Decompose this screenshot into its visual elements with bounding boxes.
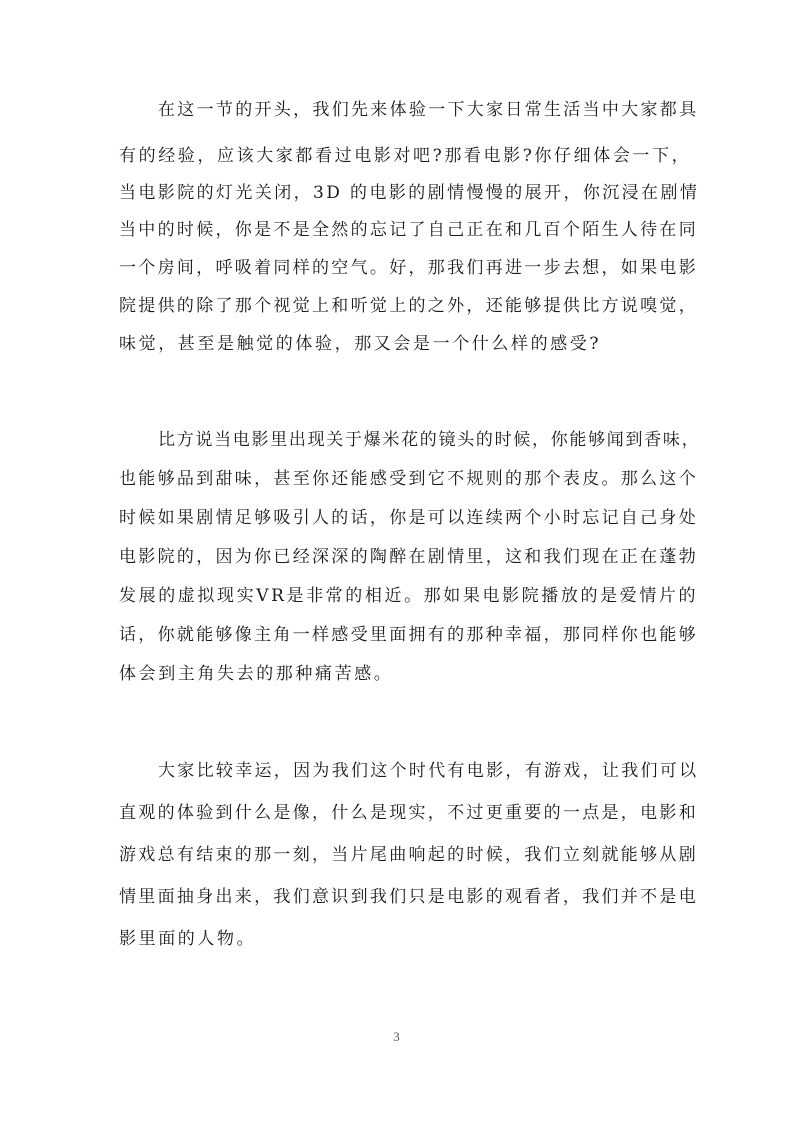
paragraph-line: 影里面的人物。	[119, 929, 257, 949]
paragraph-line: 电影院的，因为你已经深深的陶醉在剧情里，这和我们现在正在蓬勃	[119, 547, 698, 567]
paragraph-line: 当电影院的灯光关闭，3D 的电影的剧情慢慢的展开，你沉浸在剧情	[119, 183, 700, 203]
paragraph-line: 发展的虚拟现实VR是非常的相近。那如果电影院播放的是爱情片的	[119, 586, 699, 606]
paragraph-line: 味觉，甚至是触觉的体验，那又会是一个什么样的感受?	[119, 334, 602, 354]
paragraph-line: 时候如果剧情足够吸引人的话，你是可以连续两个小时忘记自己身处	[119, 508, 698, 528]
paragraph-line: 比方说当电影里出现关于爆米花的镜头的时候，你能够闻到香味，	[158, 430, 701, 450]
paragraph-line: 院提供的除了那个视觉上和听觉上的之外，还能够提供比方说嗅觉，	[119, 296, 698, 316]
paragraph-line: 一个房间，呼吸着同样的空气。好，那我们再进一步去想，如果电影	[119, 258, 698, 278]
paragraph-line: 当中的时候，你是不是全然的忘记了自己正在和几百个陌生人待在同	[119, 220, 698, 240]
paragraph-line: 也能够品到甜味，甚至你还能感受到它不规则的那个表皮。那么这个	[119, 469, 698, 489]
paragraph-line: 体会到主角失去的那种痛苦感。	[119, 664, 394, 684]
paragraph-line: 大家比较幸运，因为我们这个时代有电影，有游戏，让我们可以	[158, 761, 699, 781]
paragraph-line: 情里面抽身出来，我们意识到我们只是电影的观看者，我们并不是电	[119, 887, 698, 907]
paragraph-line: 直观的体验到什么是像，什么是现实，不过更重要的一点是，电影和	[119, 803, 698, 823]
paragraph-line: 话，你就能够像主角一样感受里面拥有的那种幸福，那同样你也能够	[119, 625, 698, 645]
paragraph-line: 游戏总有结束的那一刻，当片尾曲响起的时候，我们立刻就能够从剧	[119, 845, 698, 865]
paragraph-line: 有的经验，应该大家都看过电影对吧?那看电影?你仔细体会一下，	[119, 146, 692, 166]
page-number: 3	[393, 1029, 400, 1044]
paragraph-line: 在这一节的开头，我们先来体验一下大家日常生活当中大家都具	[158, 100, 699, 120]
